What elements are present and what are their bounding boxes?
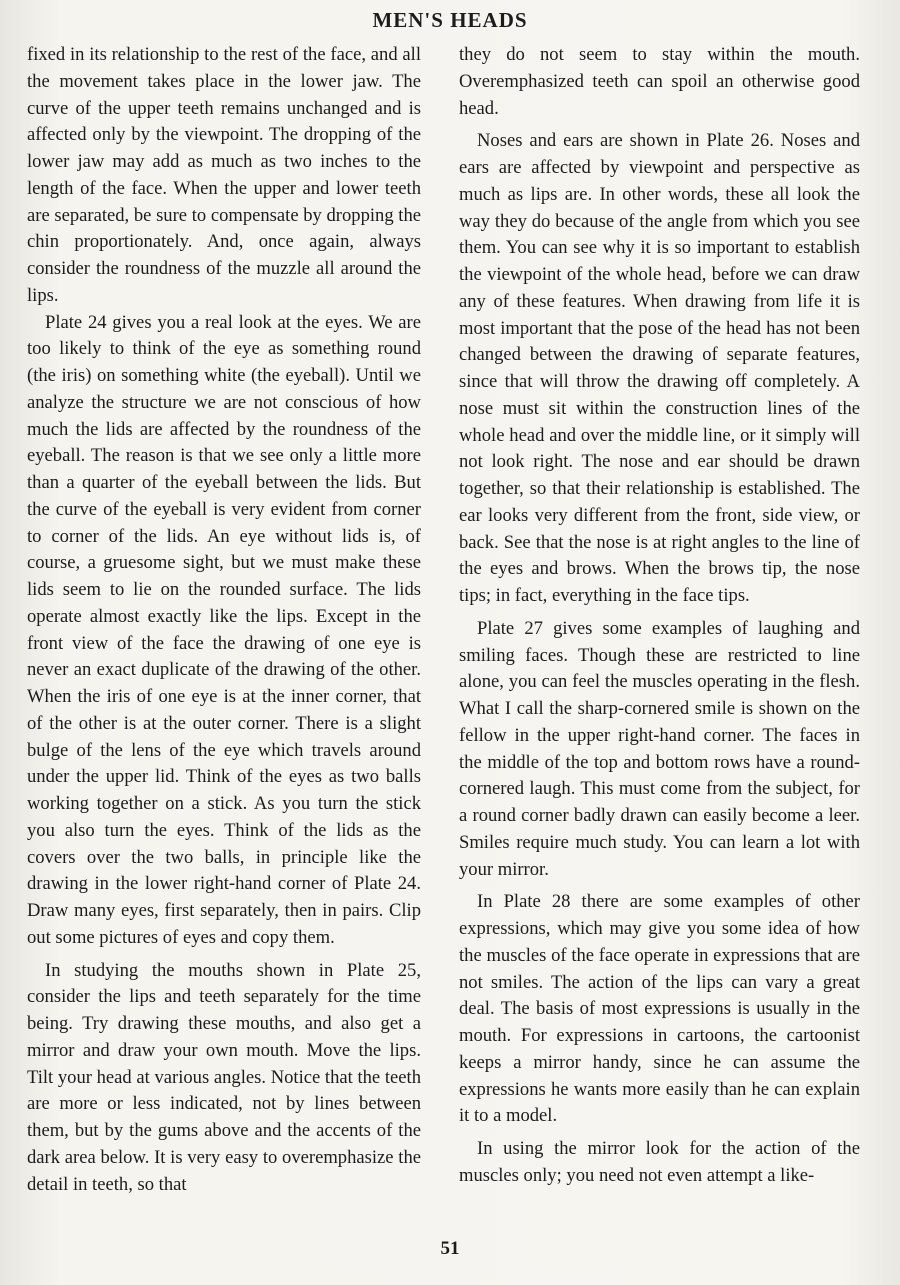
paragraph: In using the mirror look for the action of the muscles only; you need not even attempt a like-	[459, 1138, 860, 1186]
right-column	[459, 42, 860, 1190]
paragraph: fixed in its relationship to the rest of the face, and all the movement takes place in the lower jaw. The curve of the upper teeth remains unchanged and is affected only by the viewpoint. The dropping of the lower jaw may add as much as two inches to the length of the face. When the upper and lower teeth are separated, be sure to compensate by dropping the chin proportionately. And, once again, always consider the roundness of the muzzle all around the lips.	[27, 44, 421, 306]
running-head: MEN'S HEADS	[372, 8, 528, 32]
paragraph: Noses and ears are shown in Plate 26. Noses and ears are affected by viewpoint and perspective as much as lips are. In other words, these all look the way they do because of the angle from which you see them. You can see why it is so important to establish the viewpoint of the whole head, before we can draw any of these features. When drawing from life it is most important that the pose of the head has not been changed between the drawing of separate features, since that will throw the drawing off completely. A nose must sit within the construction lines of the whole head and over the middle line, or it simply will not look right. The nose and ear should be drawn together, so that their relationship is established. The ear looks very different from the front, side view, or back. See that the nose is at right angles to the line of the eyes and brows. When the brows tip, the nose tips; in fact, everything in the face tips.	[459, 130, 860, 606]
page-number: 51	[440, 1238, 460, 1259]
paragraph: In Plate 28 there are some examples of other expressions, which may give you some idea of how the muscles of the face operate in expressions that are not smiles. The action of the lips can vary a great deal. The basis of most expressions is usually in the mouth. For expressions in cartoons, the cartoonist keeps a mirror handy, since he can assume the expressions he wants more easily than he can explain it to a model.	[459, 891, 860, 1127]
left-column	[27, 42, 421, 1198]
paragraph: Plate 24 gives you a real look at the eyes. We are too likely to think of the eye as something round (the iris) on something white (the eyeball). Until we analyze the structure we are not conscious of how much the lids are affected by the roundness of the eyeball. The reason is that we see only a little more than a quarter of the eyeball between the lids. But the curve of the eyeball is very evident from corner to corner of the lids. An eye without lids is, of course, a gruesome sight, but we must make these lids seem to lie on the rounded surface. The lids operate almost exactly like the lips. Except in the front view of the face the drawing of one eye is never an exact duplicate of the drawing of the other. When the iris of one eye is at the inner corner, that of the other is at the outer corner. There is a slight bulge of the lens of the eye which travels around under the upper lid. Think of the eyes as two balls working together on a stick. As you turn the stick you also turn the eyes. Think of the lids as the covers over the two balls, in principle like the drawing in the lower right-hand corner of Plate 24. Draw many eyes, first separately, then in pairs. Clip out some pictures of eyes and copy them.	[27, 311, 421, 948]
paragraph: In studying the mouths shown in Plate 25, consider the lips and teeth separately for the time being. Try drawing these mouths, and also get a mirror and draw your own mouth. Move the lips. Tilt your head at various angles. Notice that the teeth are more or less indicated, not by lines between them, but by the gums above and the accents of the dark area below. It is very easy to overemphasize the detail in teeth, so that	[27, 959, 421, 1195]
paragraph: Plate 27 gives some examples of laughing and smiling faces. Though these are restricted to line alone, you can feel the muscles operating in the flesh. What I call the sharp-cornered smile is shown on the fellow in the upper right-hand corner. The faces in the middle of the top and bottom rows have a round-cornered laugh. This must come from the subject, for a round corner badly drawn can easily become a leer. Smiles require much study. You can learn a lot with your mirror.	[459, 617, 860, 880]
paragraph: they do not seem to stay within the mouth. Overemphasized teeth can spoil an otherwise good head.	[459, 44, 860, 119]
